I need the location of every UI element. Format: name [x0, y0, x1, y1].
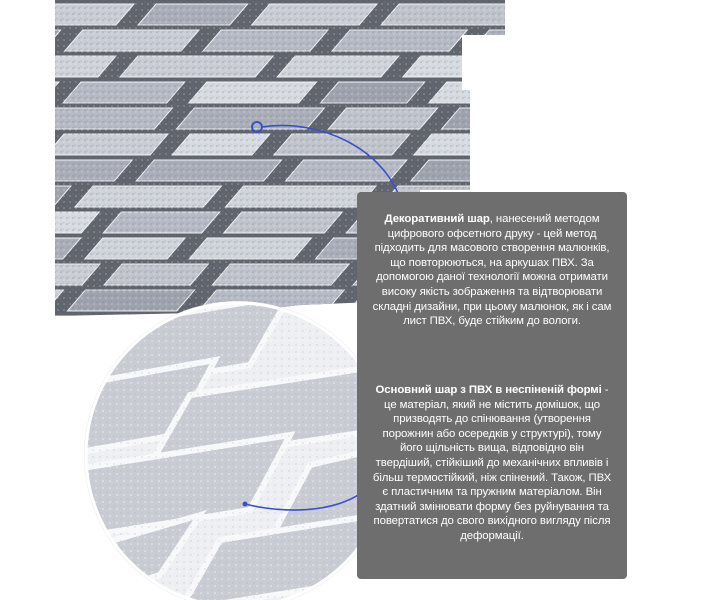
brick — [0, 30, 61, 51]
brick — [0, 134, 42, 155]
brick — [513, 56, 641, 77]
decorative-layer-paragraph — [371, 212, 613, 329]
brick — [22, 316, 138, 337]
brick — [0, 290, 63, 311]
base-layer-title: Основний шар з ПВХ в неспіненій формі — [375, 384, 602, 396]
base-layer-paragraph — [371, 383, 613, 544]
base-layer-text: - це матеріал, який не містить домішок, що призводять до спінювання (утворення порожнин або осередків у структурі), тому його щільність вища, відповідно він твердіший, стійкіший до механічних впливів і більш термостійкий, ніж спінений. Також, ПВХ є пластичним та пружним матеріалом. Він здатний змінювати форму без руйнування та повертатися до свого вихідного вигляду після деформації. — [372, 384, 612, 542]
decorative-layer-text: , нанесений методом цифрового офсетного друку - цей метод підходить для масового створення малюнків, що повторюються, на аркушах ПВХ. За допомогою даної технології можна отримати високу якість зображення та відтворювати складні дизайни, при цьому малюнок, як і сам лист ПВХ, буде стійким до вологи. — [372, 213, 612, 328]
brick — [0, 82, 59, 103]
description-panel — [357, 192, 627, 579]
decorative-layer-title: Декоративний шар — [384, 213, 490, 225]
